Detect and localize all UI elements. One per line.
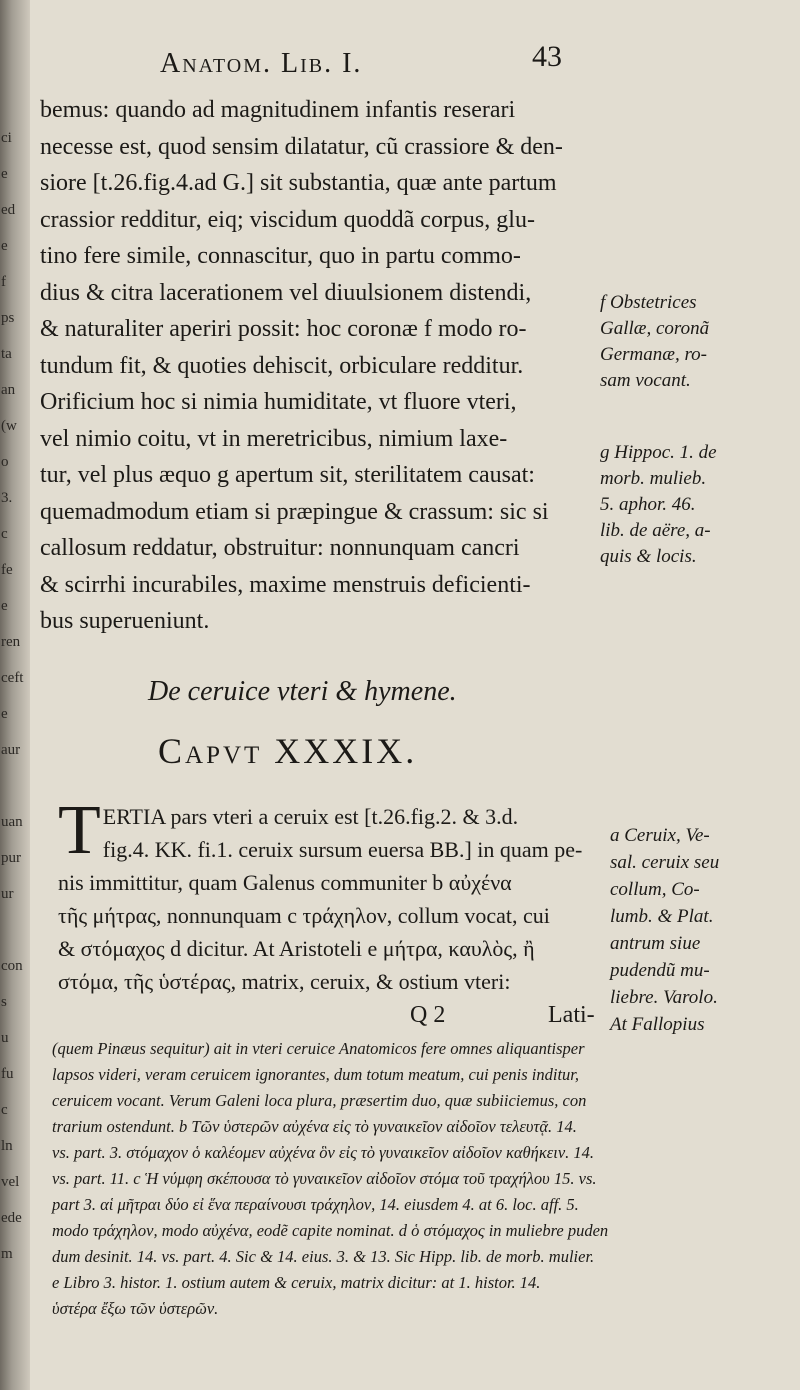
main-text-block	[40, 92, 600, 640]
gutter-fragment: c	[1, 526, 8, 542]
margin-line: lumb. & Plat.	[610, 906, 714, 927]
section-subheading: De ceruice vteri & hymene.	[148, 676, 457, 707]
gutter-fragment: u	[1, 1030, 9, 1046]
gutter-fragment: e	[1, 238, 8, 254]
footnote-line: modo τράχηλον, modo αὐχένα, eodẽ capite nominat. d ὁ στόμαχος in muliebre puden	[52, 1221, 609, 1240]
margin-line: sal. ceruix seu	[610, 852, 720, 873]
main-line: vel nimio coitu, vt in meretricibus, nimium laxe-	[40, 425, 508, 452]
gutter-fragment: m	[1, 1246, 13, 1262]
main-line: quemadmodum etiam si præpingue & crassum: sic si	[40, 498, 549, 525]
margin-line: Gallæ, coronã	[600, 318, 710, 339]
gutter-fragment: (w	[1, 418, 17, 434]
gutter-fragment: c	[1, 1102, 8, 1118]
gutter-fragment: con	[1, 958, 23, 974]
gutter-fragment: vel	[1, 1174, 20, 1190]
main-line: & scirrhi incurabiles, maxime menstruis deficienti-	[40, 571, 531, 598]
main-line: callosum reddatur, obstruitur: nonnunquam cancri	[40, 535, 520, 561]
main-line: tino fere simile, connascitur, quo in partu commo-	[40, 243, 521, 269]
drop-capital: T	[58, 792, 101, 869]
catchword: Lati-	[548, 1002, 595, 1028]
running-header: Anatom. Lib. I.	[160, 48, 363, 79]
margin-note-g	[600, 440, 717, 570]
gutter-fragment: e	[1, 598, 8, 614]
gutter-fragment: ps	[1, 310, 15, 326]
main-line: dius & citra lacerationem vel diuulsionem distendi,	[40, 279, 532, 306]
signature-mark: Q 2	[410, 1002, 446, 1028]
main-line: crassior redditur, eiq; viscidum quoddã corpus, glu-	[40, 206, 535, 233]
footnote-line: trarium ostendunt. b Τῶν ὑστερῶν αὐχένα εἰς τὸ γυναικεῖον αἰδοῖον τελευτᾷ. 14.	[52, 1117, 577, 1136]
margin-line: antrum siue	[610, 933, 701, 954]
gutter-fragment: e	[1, 706, 8, 722]
page-number: 43	[532, 40, 562, 73]
gutter-fragment: ren	[1, 634, 21, 650]
main-line: bemus: quando ad magnitudinem infantis reserari	[40, 97, 516, 123]
footnotes-block	[52, 1036, 772, 1322]
main-line: Orificium hoc si nimia humiditate, vt fluore vteri,	[40, 389, 517, 415]
chapter-line: fig.4. KK. fi.1. ceruix sursum euersa BB.] in quam pe-	[102, 837, 583, 862]
margin-line: quis & locis.	[600, 546, 697, 567]
gutter-fragment: fe	[1, 562, 13, 578]
chapter-line: στόμα, τῆς ὑστέρας, matrix, ceruix, & ostium vteri:	[58, 969, 511, 994]
gutter-fragment: aur	[1, 742, 21, 758]
gutter-fragment: f	[1, 274, 6, 290]
margin-line: g Hippoc. 1. de	[600, 442, 717, 463]
margin-line: f Obstetrices	[600, 292, 697, 313]
chapter-heading: Capvt XXXIX.	[158, 731, 418, 771]
margin-line: morb. mulieb.	[600, 468, 707, 489]
margin-line: 5. aphor. 46.	[600, 494, 696, 515]
footnote-line: e Libro 3. histor. 1. ostium autem & ceruix, matrix dicitur: at 1. histor. 14.	[52, 1273, 541, 1292]
margin-note-f	[600, 290, 709, 394]
gutter-fragment: pur	[1, 850, 21, 866]
footnote-line: ὑστέρα ἔξω τῶν ὑστερῶν.	[52, 1299, 219, 1318]
gutter-fragment: ci	[1, 130, 12, 146]
margin-line: Germanæ, ro-	[600, 344, 707, 365]
footnote-line: ceruicem vocant. Verum Galeni loca plura, præsertim duo, quæ subiiciemus, con	[52, 1091, 587, 1110]
main-line: tundum fit, & quoties dehiscit, orbiculare redditur.	[40, 352, 524, 379]
gutter-fragment: uan	[1, 814, 23, 830]
footnote-line: lapsos videri, veram ceruicem ignorantes, dum totum meatum, cui penis inditur,	[52, 1065, 580, 1084]
margin-line: liebre. Varolo.	[610, 987, 718, 1008]
chapter-line: ERTIA pars vteri a ceruix est [t.26.fig.2. & 3.d.	[102, 804, 519, 829]
gutter-fragment: fu	[1, 1066, 14, 1082]
margin-line: pudendũ mu-	[610, 960, 710, 981]
gutter-fragment: s	[1, 994, 7, 1010]
footnote-line: dum desinit. 14. vs. part. 4. Sic & 14. eius. 3. & 13. Sic Hipp. lib. de morb. mulier.	[52, 1247, 595, 1266]
gutter-fragment: ln	[1, 1138, 13, 1154]
chapter-text-block	[58, 792, 608, 998]
footnote-line: vs. part. 11. c Ἡ νύμφη σκέπουσα τὸ γυναικεῖον αἰδοῖον στόμα τοῦ τραχήλου 15. vs.	[52, 1169, 597, 1188]
main-line: necesse est, quod sensim dilatatur, cũ crassiore & den-	[40, 133, 563, 160]
gutter-fragment: e	[1, 166, 8, 182]
margin-line: collum, Co-	[610, 879, 700, 900]
gutter-fragment: ur	[1, 886, 14, 902]
margin-note-abc	[610, 822, 719, 1038]
gutter-fragment: an	[1, 382, 16, 398]
main-line: bus superueniunt.	[40, 608, 210, 634]
footnote-line: part 3. αἱ μῆτραι δύο εἰ ἕνα περαίνουσι τράχηλον, 14. eiusdem 4. at 6. loc. aff. 5.	[52, 1195, 579, 1214]
main-line: tur, vel plus æquo g apertum sit, sterilitatem causat:	[40, 462, 535, 488]
gutter-fragment: ceft	[1, 670, 24, 686]
margin-line: At Fallopius	[610, 1014, 705, 1035]
gutter-fragment: ede	[1, 1210, 22, 1226]
margin-line: sam vocant.	[600, 370, 691, 391]
footnote-line: (quem Pinæus sequitur) ait in vteri ceruice Anatomicos fere omnes aliquantisper	[52, 1039, 585, 1058]
gutter-fragment: 3.	[1, 490, 13, 506]
gutter-fragment: ed	[1, 202, 16, 218]
chapter-line: & στόμαχος d dicitur. At Aristoteli e μήτρα, καυλὸς, ἢ	[58, 936, 535, 961]
main-line: siore [t.26.fig.4.ad G.] sit substantia, quæ ante partum	[40, 170, 557, 196]
chapter-line: τῆς μήτρας, nonnunquam c τράχηλον, collum vocat, cui	[58, 903, 550, 928]
gutter-fragment: o	[1, 454, 9, 470]
margin-line: a Ceruix, Ve-	[610, 825, 710, 846]
margin-line: lib. de aëre, a-	[600, 520, 711, 541]
main-line: & naturaliter aperiri possit: hoc coronæ f modo ro-	[40, 316, 527, 342]
chapter-line: nis immittitur, quam Galenus communiter b αὐχένα	[58, 870, 512, 895]
footnote-line: vs. part. 3. στόμαχον ὁ καλέομεν αὐχένα ὃν εἰς τὸ γυναικεῖον αἰδοῖον καθήκειν. 14.	[52, 1143, 595, 1162]
gutter-fragment: ta	[1, 346, 12, 362]
